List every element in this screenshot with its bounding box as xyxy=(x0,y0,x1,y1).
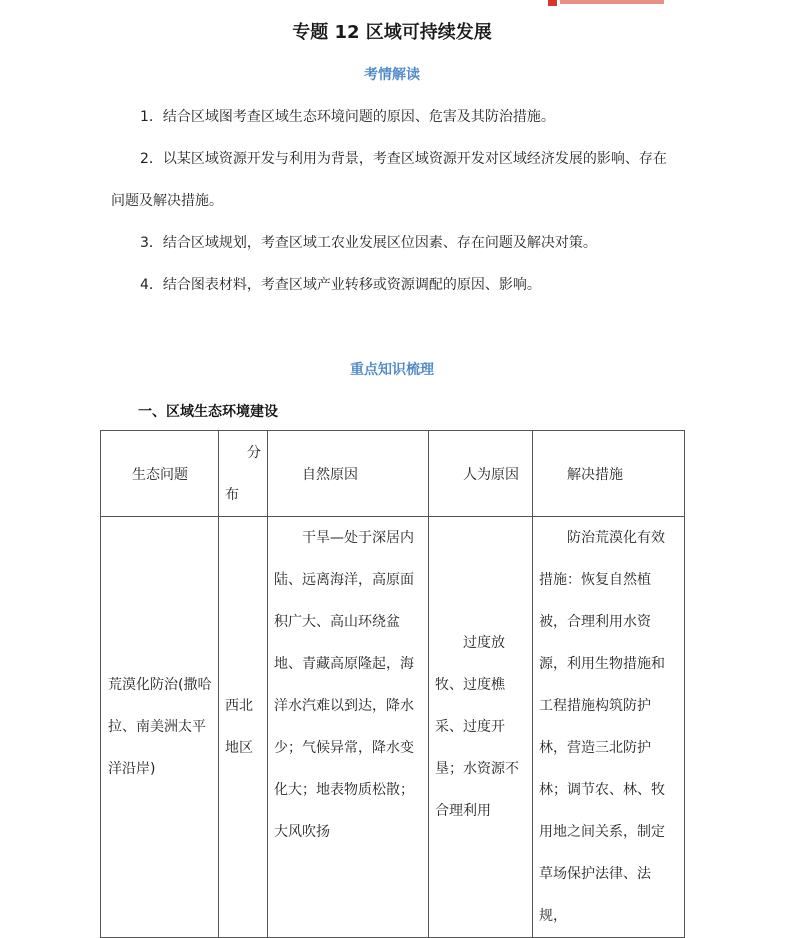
table-header-row xyxy=(101,431,685,517)
logo-square xyxy=(548,0,557,6)
table-row xyxy=(101,517,685,938)
cell-solution: 防治荒漠化有效措施：恢复自然植被，合理利用水资源，利用生物措施和工程措施构筑防护林，营造三北防护林；调节农、林、牧用地之间关系，制定草场保护法律、法规， xyxy=(533,517,685,938)
cell-human-cause: 过度放牧、过度樵采、过度开垦；水资源不合理利用 xyxy=(429,517,533,938)
exam-point-2: 2．以某区域资源开发与利用为背景，考查区域资源开发对区域经济发展的影响、存在 xyxy=(140,151,667,167)
exam-point-2-continued: 问题及解决措施。 xyxy=(111,193,223,209)
header-solution: 解决措施 xyxy=(533,431,685,517)
logo-wordmark xyxy=(560,0,664,4)
page-title: 专题 12 区域可持续发展 xyxy=(292,22,492,43)
exam-point-1: 1．结合区域图考查区域生态环境问题的原因、危害及其防治措施。 xyxy=(140,109,555,125)
subsection-heading: 一、区域生态环境建设 xyxy=(138,404,278,420)
section-heading-key-knowledge: 重点知识梳理 xyxy=(350,362,434,378)
cell-natural-cause: 干旱—处于深居内陆、远离海洋，高原面积广大、高山环绕盆地、青藏高原隆起，海洋水汽难以到达，降水少；气候异常，降水变化大；地表物质松散；大风吹扬 xyxy=(268,517,429,938)
eco-problems-table xyxy=(100,430,685,938)
cell-distribution: 西北地区 xyxy=(219,517,268,938)
header-human-cause: 人为原因 xyxy=(429,431,533,517)
cell-problem: 荒漠化防治(撒哈拉、南美洲太平洋沿岸) xyxy=(101,517,219,938)
brand-logo-icon xyxy=(548,0,668,8)
section-heading-exam-analysis: 考情解读 xyxy=(364,67,420,83)
header-problem: 生态问题 xyxy=(101,431,219,517)
exam-point-4: 4．结合图表材料，考查区域产业转移或资源调配的原因、影响。 xyxy=(140,277,541,293)
header-distribution: 分 布 xyxy=(219,431,268,517)
exam-point-3: 3．结合区域规划，考查区域工农业发展区位因素、存在问题及解决对策。 xyxy=(140,235,597,251)
header-natural-cause: 自然原因 xyxy=(268,431,429,517)
